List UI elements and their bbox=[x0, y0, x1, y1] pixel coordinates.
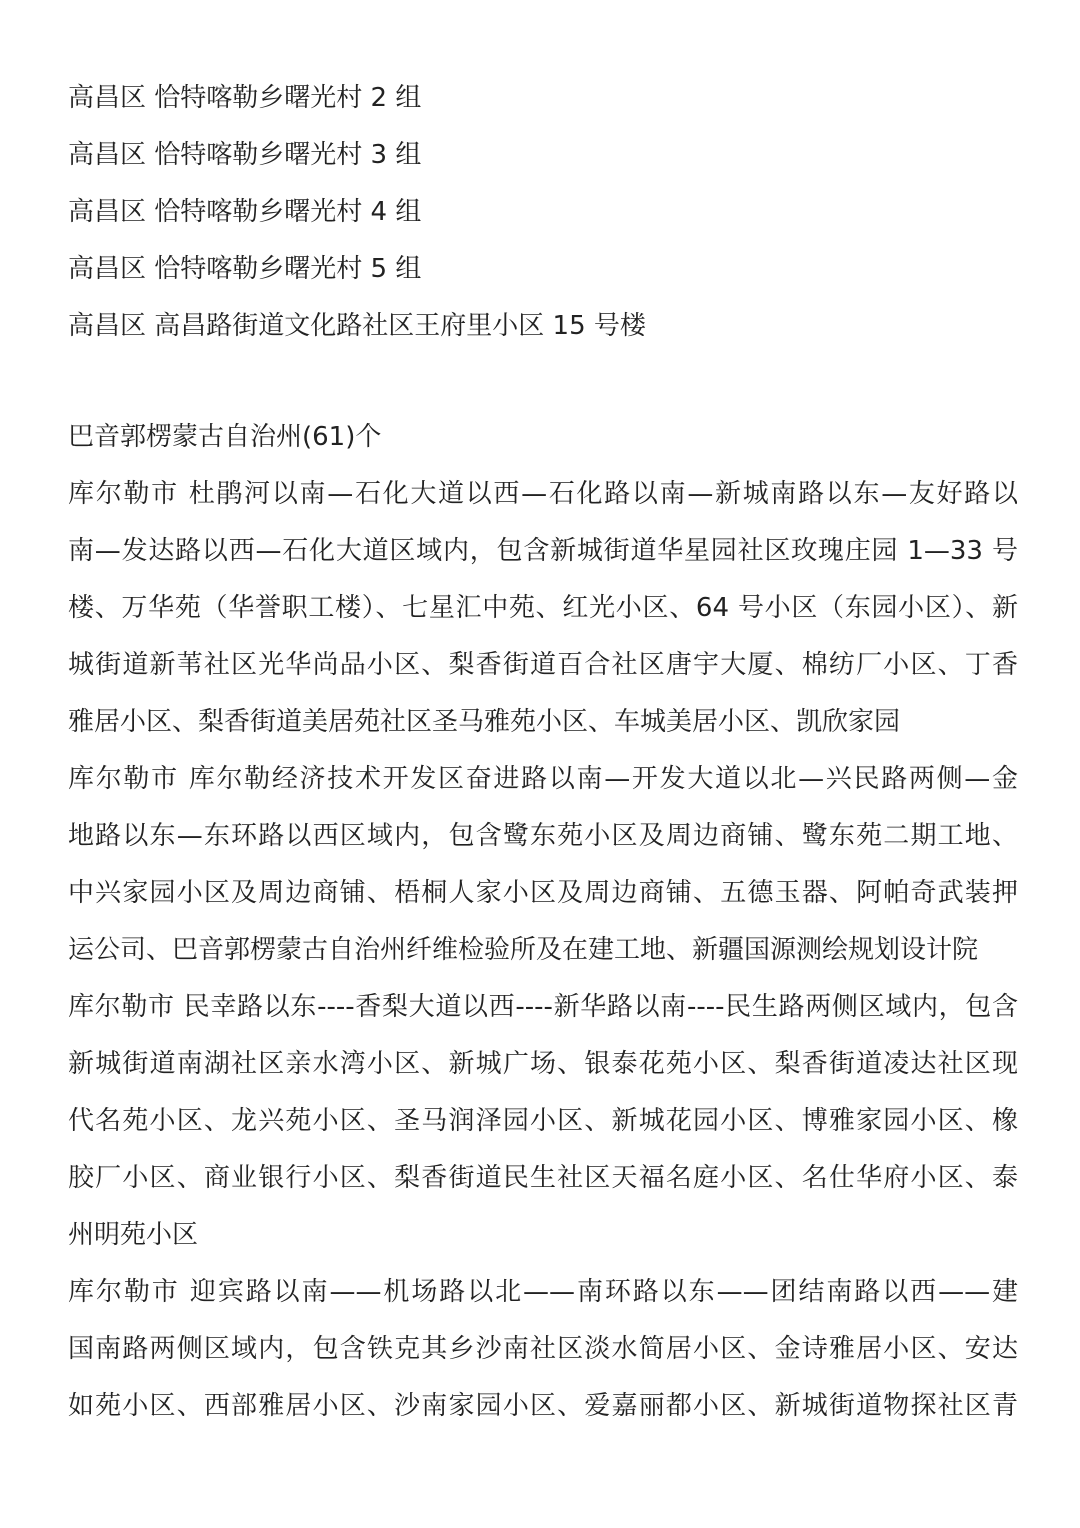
entry-line: 库尔勒市 库尔勒经济技术开发区奋进路以南—开发大道以北—兴民路两侧—金 bbox=[68, 764, 1018, 794]
entry-line: 雅居小区、梨香街道美居苑社区圣马雅苑小区、车城美居小区、凯欣家园 bbox=[68, 707, 901, 737]
document-page bbox=[68, 70, 1018, 1435]
entry-line: 运公司、巴音郭楞蒙古自治州纤维检验所及在建工地、新疆国源测绘规划设计院 bbox=[68, 935, 979, 965]
entry-line: 如苑小区、西部雅居小区、沙南家园小区、爱嘉丽都小区、新城街道物探社区青 bbox=[68, 1391, 1018, 1421]
entry-line: 国南路两侧区域内，包含铁克其乡沙南社区淡水简居小区、金诗雅居小区、安达 bbox=[68, 1334, 1018, 1364]
area-entry-3 bbox=[68, 979, 1018, 1264]
address-line: 高昌区 恰特喀勒乡曙光村 5 组 bbox=[68, 254, 422, 284]
address-line: 高昌区 高昌路街道文化路社区王府里小区 15 号楼 bbox=[68, 311, 646, 341]
area-entry-4 bbox=[68, 1264, 1018, 1435]
top-list bbox=[68, 70, 1018, 355]
entry-line: 城街道新苇社区光华尚品小区、梨香街道百合社区唐宇大厦、棉纺厂小区、丁香 bbox=[68, 650, 1018, 680]
entry-line: 胶厂小区、商业银行小区、梨香街道民生社区天福名庭小区、名仕华府小区、泰 bbox=[68, 1163, 1018, 1193]
entry-line: 中兴家园小区及周边商铺、梧桐人家小区及周边商铺、五德玉器、阿帕奇武装押 bbox=[68, 878, 1018, 908]
entry-line: 州明苑小区 bbox=[68, 1220, 199, 1250]
entry-line: 新城街道南湖社区亲水湾小区、新城广场、银泰花苑小区、梨香街道凌达社区现 bbox=[68, 1049, 1018, 1079]
address-line: 高昌区 恰特喀勒乡曙光村 4 组 bbox=[68, 197, 422, 227]
entry-line: 楼、万华苑（华誉职工楼）、七星汇中苑、红光小区、64 号小区（东园小区）、新 bbox=[68, 593, 1018, 623]
entry-line: 库尔勒市 杜鹃河以南—石化大道以西—石化路以南—新城南路以东—友好路以 bbox=[68, 479, 1018, 509]
entry-line: 库尔勒市 迎宾路以南——机场路以北——南环路以东——团结南路以西——建 bbox=[68, 1277, 1018, 1307]
entry-line: 库尔勒市 民幸路以东----香梨大道以西----新华路以南----民生路两侧区域内，包含 bbox=[68, 992, 1018, 1022]
entry-line: 南—发达路以西—石化大道区域内，包含新城街道华星园社区玫瑰庄园 1—33 号 bbox=[68, 536, 1018, 566]
entry-line: 地路以东—东环路以西区域内，包含鹭东苑小区及周边商铺、鹭东苑二期工地、 bbox=[68, 821, 1018, 851]
area-entry-2 bbox=[68, 751, 1018, 979]
section-heading: 巴音郭楞蒙古自治州(61)个 bbox=[68, 422, 382, 452]
area-entry-1 bbox=[68, 466, 1018, 751]
entry-line: 代名苑小区、龙兴苑小区、圣马润泽园小区、新城花园小区、博雅家园小区、橡 bbox=[68, 1106, 1018, 1136]
address-line: 高昌区 恰特喀勒乡曙光村 2 组 bbox=[68, 83, 422, 113]
section-gap bbox=[68, 355, 1018, 409]
address-line: 高昌区 恰特喀勒乡曙光村 3 组 bbox=[68, 140, 422, 170]
